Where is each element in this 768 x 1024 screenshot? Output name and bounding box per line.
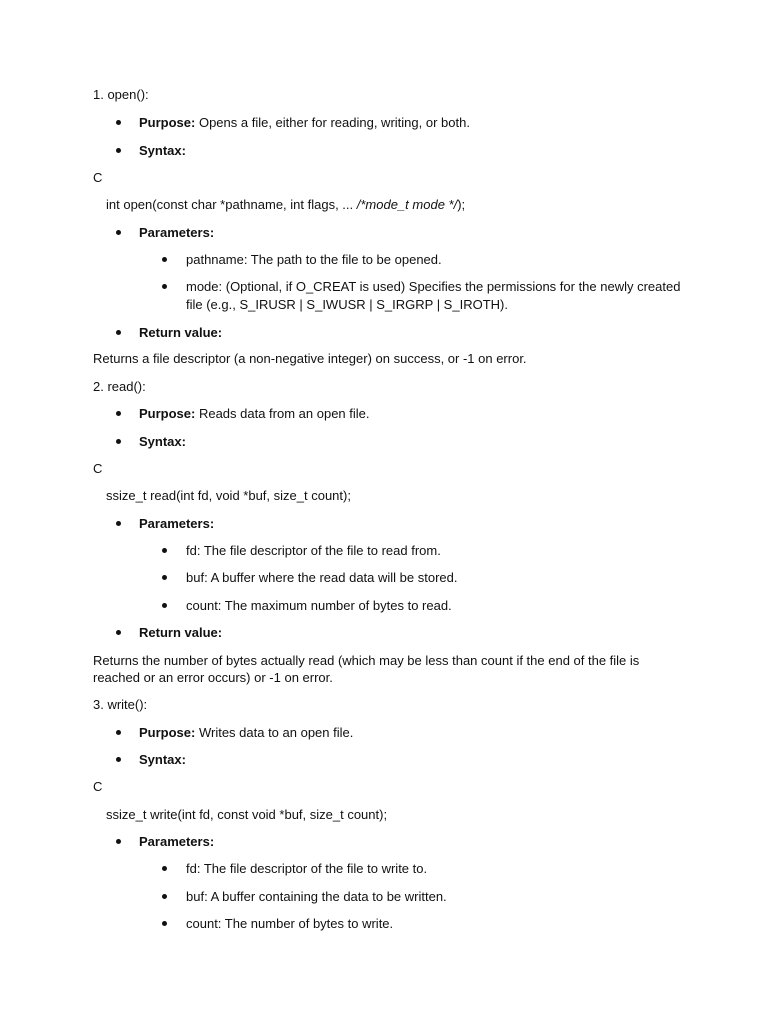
code-line: ssize_t read(int fd, void *buf, size_t count);: [106, 488, 351, 503]
section-heading: 2. read():: [93, 379, 146, 394]
section-heading: 3. write():: [93, 697, 148, 712]
bullet-icon: [116, 839, 121, 844]
return-text-continued: reached or an error occurs) or -1 on error.: [93, 670, 333, 685]
bullet-icon: [116, 730, 121, 735]
param-item-continued: file (e.g., S_IRUSR | S_IWUSR | S_IRGRP | S_IROTH).: [186, 297, 508, 312]
parameters-label: Parameters:: [139, 516, 215, 531]
bullet-icon: [162, 284, 167, 289]
purpose-text: Writes data to an open file.: [195, 725, 354, 740]
code-language: C: [93, 461, 103, 476]
param-item: mode: (Optional, if O_CREAT is used) Specifies the permissions for the newly created: [186, 279, 681, 294]
bullet-icon: [116, 757, 121, 762]
param-item: pathname: The path to the file to be opened.: [186, 252, 442, 267]
bullet-icon: [162, 575, 167, 580]
bullet-icon: [162, 257, 167, 262]
syntax-label: Syntax:: [139, 434, 186, 449]
code-language: C: [93, 779, 103, 794]
purpose-label: Purpose:: [139, 406, 196, 421]
bullet-icon: [116, 148, 121, 153]
return-text: Returns the number of bytes actually read (which may be less than count if the end of the file is: [93, 653, 640, 668]
code-language: C: [93, 170, 103, 185]
return-label: Return value:: [139, 325, 223, 340]
purpose-label: Purpose:: [139, 725, 196, 740]
syntax-label: Syntax:: [139, 143, 186, 158]
purpose-line: [139, 114, 470, 132]
code-comment: /*mode_t mode */: [356, 197, 458, 212]
bullet-icon: [116, 330, 121, 335]
parameters-label: Parameters:: [139, 834, 215, 849]
bullet-icon: [116, 120, 121, 125]
code-line: ssize_t write(int fd, const void *buf, size_t count);: [106, 807, 388, 822]
code-line: [106, 196, 465, 214]
bullet-icon: [162, 866, 167, 871]
param-item: count: The number of bytes to write.: [186, 916, 394, 931]
parameters-label: Parameters:: [139, 225, 215, 240]
param-item: buf: A buffer containing the data to be written.: [186, 889, 447, 904]
param-item: buf: A buffer where the read data will be stored.: [186, 570, 458, 585]
bullet-icon: [116, 411, 121, 416]
bullet-icon: [162, 921, 167, 926]
bullet-icon: [116, 439, 121, 444]
param-item: count: The maximum number of bytes to read.: [186, 598, 452, 613]
purpose-text: Opens a file, either for reading, writing, or both.: [195, 115, 470, 130]
purpose-label: Purpose:: [139, 115, 196, 130]
bullet-icon: [116, 521, 121, 526]
param-item: fd: The file descriptor of the file to write to.: [186, 861, 428, 876]
param-item: fd: The file descriptor of the file to read from.: [186, 543, 441, 558]
code-prefix: int open(const char *pathname, int flags, ...: [106, 197, 357, 212]
purpose-line: [139, 405, 370, 423]
purpose-line: [139, 724, 353, 742]
purpose-text: Reads data from an open file.: [195, 406, 370, 421]
return-text: Returns a file descriptor (a non-negative integer) on success, or -1 on error.: [93, 351, 527, 366]
return-label: Return value:: [139, 625, 223, 640]
bullet-icon: [116, 630, 121, 635]
section-heading: 1. open():: [93, 87, 149, 102]
bullet-icon: [116, 230, 121, 235]
bullet-icon: [162, 603, 167, 608]
code-suffix: );: [457, 197, 466, 212]
syntax-label: Syntax:: [139, 752, 186, 767]
bullet-icon: [162, 894, 167, 899]
bullet-icon: [162, 548, 167, 553]
